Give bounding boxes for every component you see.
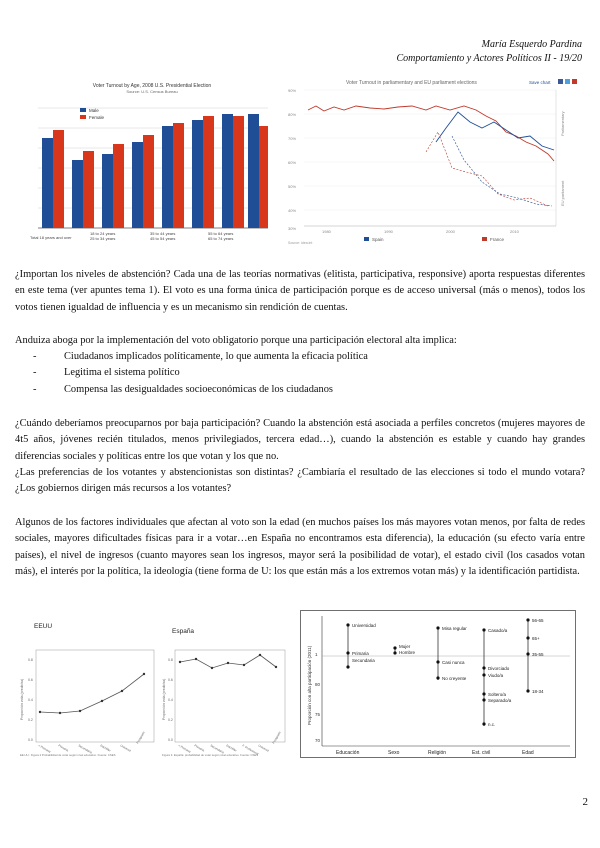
legend-female: Female [89, 115, 105, 120]
estcivil-label: Casado/a [488, 628, 508, 633]
y-tick: 90% [288, 88, 297, 93]
x-tick: 2010 [510, 229, 519, 234]
y-tick: 1 [315, 652, 318, 657]
legend-male: Male [89, 108, 99, 113]
y-tick: 0.6 [28, 678, 33, 682]
bullet-list [15, 349, 585, 398]
bar-xlabel-group: 35 to 44 years [150, 231, 176, 236]
bar-xlabel-group: 55 to 64 years [208, 231, 234, 236]
x-tick: F. Profesional [241, 743, 260, 756]
bar-chart-subtitle: Source: U.S. Census Bureau [126, 89, 178, 94]
bar-xlabel-total: Total 18 years and over [30, 235, 72, 240]
religion-label: No creyente [442, 676, 467, 681]
espana-ylabel: Proporción vota (predicha) [162, 678, 166, 720]
category-label: Edad [522, 750, 534, 756]
eeuu-title: EEUU [34, 623, 53, 630]
y-tick: 0.2 [28, 718, 33, 722]
bar-group-18-24 [72, 151, 94, 228]
estcivil-label: Soltero/a [488, 692, 507, 697]
bar-male [42, 138, 53, 228]
side-label-eu: EU parliament [560, 180, 565, 206]
x-tick: < Primaria [37, 743, 52, 754]
bar-xlabel-group: 45 to 54 years [150, 236, 176, 241]
x-tick: 1980 [322, 229, 331, 234]
line-chart-footer: Source: idea.int [288, 241, 313, 245]
bar-female [143, 135, 154, 228]
y-tick: 0.8 [168, 658, 173, 662]
share-icon[interactable] [572, 79, 577, 84]
legend-spain: Spain [372, 237, 384, 242]
bar-group-total [42, 130, 64, 228]
line-chart-title: Voter Turnout in parliamentary and EU parliament elections [346, 80, 477, 86]
edad-label: 65+ [532, 636, 540, 641]
bar-female [233, 116, 244, 228]
y-tick: 0.4 [28, 698, 33, 702]
page-header [396, 38, 582, 66]
espana-education-chart [160, 620, 290, 758]
y-tick: 0.8 [28, 658, 33, 662]
y-tick: 80% [288, 112, 297, 117]
bar-male [222, 114, 233, 228]
espana-title: España [172, 628, 195, 635]
bar-female [113, 144, 124, 228]
edad-label: 18-34 [532, 689, 544, 694]
y-tick: 70% [288, 136, 297, 141]
x-tick: Secundaria [77, 743, 93, 755]
x-tick: Bachiller [225, 743, 238, 753]
x-tick: Universit. [257, 743, 271, 754]
eeuu-line [40, 674, 144, 713]
bar-group-75 [248, 114, 268, 228]
bar-group-35-44 [132, 135, 154, 228]
estcivil-label: Viudo/a [488, 673, 504, 678]
paragraph-abstencion: ¿Importan los niveles de abstención? Cada una de las teorías normativas (elitista, participativa, responsive) aporta respuestas diferentes en este tema (ver apuntes tema 1). El voto es una forma única de participación porque es de acceso universal (más o menos), todos los votos tienen igualdad de influencia y es un mecanismo sin rendición de cuentas. [15, 269, 585, 313]
x-tick: Postgrado [271, 730, 282, 745]
eeuu-ylabel: Proporción vota (predicha) [20, 678, 24, 720]
bar-male [132, 142, 143, 228]
paragraph-factores: Algunos de los factores individuales que afectan al voto son la edad (en muchos países los más mayores votan menos, por falta de redes sociales, mayores dificultades físicas para ir a votar…en España no encontramos esta diferencia), la educación (su efecto varía entre países), el nivel de ingresos (cuanto mayores sean los ingresos, mayor será la posibilidad de votar), el estado civil (los casados votan más), el interés por la política, la ideología (tiene forma de U: los que están más a los extremos votan más) y la identificación partidista. [15, 517, 585, 577]
header-course: Comportamiento y Actores Políticos II - 19/20 [396, 53, 582, 64]
paragraph-anduiza: Anduiza aboga por la implementación del voto obligatorio porque una participación electoral alta implica: [15, 335, 457, 346]
category-label: Educación [336, 750, 360, 756]
y-tick: 40% [288, 208, 297, 213]
eeuu-education-chart [18, 620, 158, 758]
y-tick: 75 [315, 712, 321, 717]
x-tick: Postgrado [135, 730, 146, 745]
bar-female [203, 116, 214, 228]
bar-xlabel-group: 65 to 74 years [208, 236, 234, 241]
bar-female [173, 123, 184, 228]
espana-line [180, 655, 276, 668]
edu-label: Universidad [352, 623, 376, 628]
sexo-label: Hombre [399, 650, 416, 655]
bar-xlabel-group: 25 to 34 years [90, 236, 116, 241]
y-tick: 0.0 [168, 738, 173, 742]
estcivil-label: Separado/a [488, 698, 512, 703]
side-label-parliamentary: Parliamentary [560, 111, 565, 136]
x-tick: 2000 [446, 229, 455, 234]
sexo-label: Mujer [399, 644, 411, 649]
category-label: Sexo [388, 750, 400, 756]
share-icon[interactable] [558, 79, 563, 84]
x-tick: Universit. [119, 743, 133, 754]
participation-factors-chart [300, 610, 576, 758]
save-chart-button[interactable]: Save chart [529, 80, 551, 85]
y-tick: 0.6 [168, 678, 173, 682]
religion-label: Casi nunca [442, 660, 465, 665]
bar-chart-title: Voter Turnout by Age, 2008 U.S. Presidential Election [92, 83, 212, 89]
bar-male [162, 126, 173, 228]
x-tick: Primaria [57, 743, 70, 753]
x-tick: Primaria [193, 743, 206, 753]
eeuu-caption: EE.UU.: Figura 2 Probabilidad de votar según nivel educativo. Fuente: CSES [20, 753, 116, 757]
list-item: - Ciudadanos implicados políticamente, lo que aumenta la eficacia política [33, 351, 368, 362]
y-tick: 0.0 [28, 738, 33, 742]
share-icon[interactable] [565, 79, 570, 84]
legend-france: France [490, 237, 505, 242]
bar-male [192, 120, 203, 228]
bar-group-65-74 [222, 114, 244, 228]
edu-label: Secundaria [352, 658, 375, 663]
bar-male [248, 114, 259, 228]
paragraph-preocupacion: ¿Cuándo deberíamos preocuparnos por baja participación? Cuando la abstención está asociada a perfiles concretos (mujeres mayores de 4t5 años, jóvenes recién titulados, menos privilegiados, tercera edad…), cuando la abstención es estable y cuando hay grandes diferencias sociales y políticas entre los que votan y los que no. [15, 418, 585, 462]
category-label: Religión [428, 750, 447, 756]
turnout-by-age-bar-chart [28, 78, 276, 243]
bar-female [53, 130, 64, 228]
bar-male [102, 154, 113, 228]
page-number: 2 [582, 796, 588, 808]
x-tick: 1990 [384, 229, 393, 234]
y-tick: 50% [288, 184, 297, 189]
x-tick: < Primaria [177, 743, 192, 754]
factors-ylabel: Proporción con alta participación (2011) [307, 645, 312, 725]
x-tick: Bachiller [99, 743, 112, 753]
bar-male [72, 160, 83, 228]
bar-group-25-34 [102, 144, 124, 228]
list-item: - Compensa las desigualdades socioeconómicas de los ciudadanos [33, 383, 333, 395]
bar-group-45-54 [162, 123, 184, 228]
religion-label: Misa regular [442, 626, 467, 631]
estcivil-label: Divorciado [488, 666, 510, 671]
bar-group-55-64 [192, 116, 214, 228]
header-author: María Esquerdo Pardina [481, 39, 582, 50]
bar-xlabel-group: 18 to 24 years [90, 231, 116, 236]
bar-female [83, 151, 94, 228]
edu-label: Primaria [352, 651, 369, 656]
estcivil-label: n.c. [488, 722, 496, 727]
bar-female [259, 126, 268, 228]
y-tick: 70 [315, 738, 321, 743]
y-tick: 80 [315, 682, 321, 687]
y-tick: 60% [288, 160, 297, 165]
turnout-parliament-line-chart [286, 76, 578, 246]
y-tick: 0.4 [168, 698, 173, 702]
y-tick: 0.2 [168, 718, 173, 722]
category-label: Est. civil [472, 750, 491, 756]
paragraph-preguntas: ¿Las preferencias de los votantes y abstencionistas son distintas? ¿Cambiaría el resultado de las elecciones si todo el mundo votara? ¿Los gobiernos dirigen más recursos a los votantes? [15, 467, 585, 495]
espana-caption: Figura 3. España: probabilidad de votar según nivel educativo. Fuente: CSES [162, 753, 259, 757]
list-item: - Legitima el sistema político [33, 367, 180, 379]
x-tick: Secundaria [209, 743, 225, 755]
edad-label: 35-55 [532, 652, 544, 657]
y-tick: 30% [288, 226, 297, 231]
edad-label: 56-65 [532, 618, 544, 623]
